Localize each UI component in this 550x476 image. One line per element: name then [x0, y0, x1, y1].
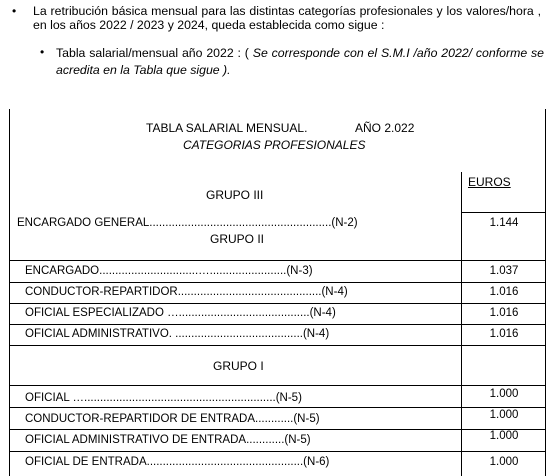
table-left-border [9, 109, 10, 476]
table-year: AÑO 2.022 [355, 121, 415, 135]
sub-bullet-suffix: ). [223, 63, 231, 77]
row-label: OFICIAL …............................................................(N-5) [25, 392, 302, 404]
group-i-heading: GRUPO I [213, 359, 264, 373]
row-value: 1.037 [489, 265, 519, 277]
intro-paragraph: La retribución básica mensual para las distintas categorías profesionales y los valores/hora , en los años 2022 / 2023 y 2024, queda establecida como sigue : [33, 4, 541, 32]
row-value: 1.000 [489, 409, 519, 421]
row-label: CONDUCTOR-REPARTIDOR DE ENTRADA............(N-5) [25, 413, 320, 425]
euros-header-line [461, 212, 545, 213]
euros-header: EUROS [468, 175, 511, 189]
row-value: 1.144 [489, 217, 519, 229]
row-value: 1.016 [489, 286, 519, 298]
row-line [9, 324, 545, 325]
row-line [9, 345, 545, 346]
row-line [9, 260, 545, 261]
row-label: ENCARGADO GENERAL.........................................................(N-2) [17, 217, 358, 229]
row-value: 1.016 [489, 328, 519, 340]
row-value: 1.000 [489, 430, 519, 442]
row-label: CONDUCTOR-REPARTIDOR.............................................(N-4) [25, 286, 348, 298]
sub-bullet-italic: Se corresponde con el S.M.I /año 2022/ conforme se acredita en la Tabla que sigue [56, 46, 544, 77]
row-line [9, 385, 545, 386]
row-label: OFICIAL ADMINISTRATIVO DE ENTRADA............(N-5) [25, 434, 311, 446]
bullet-dot: • [12, 4, 17, 18]
row-label: OFICIAL ESPECIALIZADO ….........................................(N-4) [25, 307, 336, 319]
sub-bullet-paragraph [56, 45, 544, 79]
row-line [9, 451, 545, 452]
group-ii-heading: GRUPO II [210, 232, 265, 246]
row-value: 1.000 [489, 388, 519, 400]
row-value: 1.016 [489, 307, 519, 319]
row-line [9, 407, 545, 408]
row-line [9, 303, 545, 304]
group-iii-heading: GRUPO III [206, 188, 264, 202]
sub-bullet-prefix: Tabla salarial/mensual año 2022 : ( [56, 46, 249, 60]
row-label: ENCARGADO...............................…........................(N-3) [25, 265, 313, 277]
table-title: TABLA SALARIAL MENSUAL. [146, 121, 308, 135]
table-subtitle: CATEGORIAS PROFESIONALES [183, 138, 366, 152]
row-line [9, 282, 545, 283]
row-label: OFICIAL DE ENTRADA.................................................(N-6) [25, 456, 330, 468]
sub-bullet-dot: • [40, 45, 45, 59]
row-label: OFICIAL ADMINISTRATIVO. ........................................(N-4) [25, 328, 330, 340]
row-value: 1.000 [489, 456, 519, 468]
